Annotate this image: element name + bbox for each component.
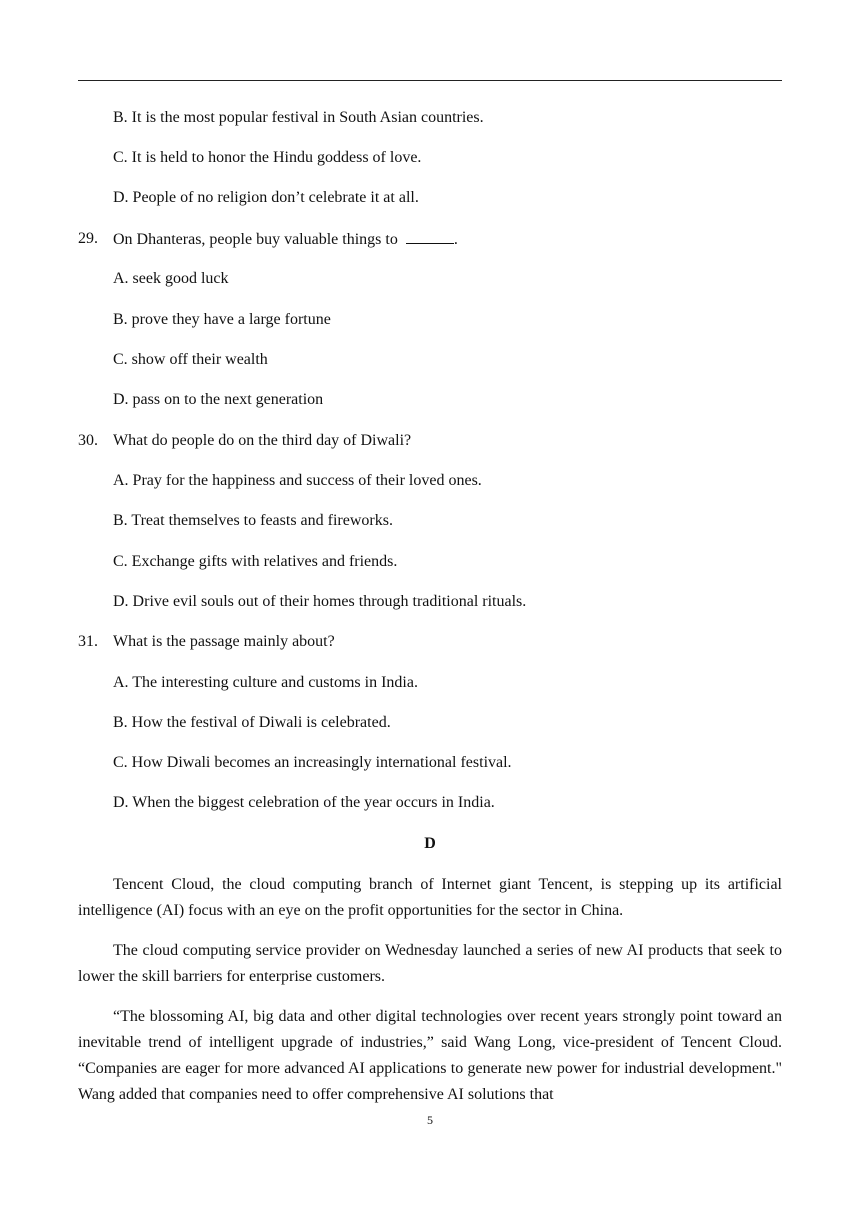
q30-option-d: D. Drive evil souls out of their homes through traditional rituals. <box>113 593 527 610</box>
paragraph-3: “The blossoming AI, big data and other digital technologies over recent years strongly point toward an inevitable trend of intelligent upgrade of industries,” said Wang Long, vice-president of Tencent Cloud. “Companies are eager for more advanced AI applications to generate new power for industrial development." Wang added that companies need to offer comprehensive AI solutions that <box>78 1008 782 1103</box>
section-title: D <box>424 835 436 852</box>
q30-number: 30. <box>78 432 98 449</box>
q29-stem <box>113 229 458 250</box>
q29-stem-text: On Dhanteras, people buy valuable things to <box>113 231 398 248</box>
q28-option-d: D. People of no religion don’t celebrate it at all. <box>113 189 419 206</box>
q29-stem-end: . <box>453 231 458 248</box>
q29-option-d: D. pass on to the next generation <box>113 391 324 408</box>
paragraph-1: Tencent Cloud, the cloud computing branch of Internet giant Tencent, is stepping up its artificial intelligence (AI) focus with an eye on the profit opportunities for the sector in China. <box>78 876 782 919</box>
q29-option-c: C. show off their wealth <box>113 351 268 368</box>
q31-option-d: D. When the biggest celebration of the year occurs in India. <box>113 794 495 811</box>
q31-stem: What is the passage mainly about? <box>113 633 335 650</box>
q31-option-c: C. How Diwali becomes an increasingly international festival. <box>113 754 512 771</box>
q28-option-c: C. It is held to honor the Hindu goddess of love. <box>113 149 422 166</box>
q29-option-a: A. seek good luck <box>113 270 229 287</box>
q30-option-c: C. Exchange gifts with relatives and friends. <box>113 553 398 570</box>
page-number: 5 <box>427 1113 433 1127</box>
q29-blank <box>406 229 454 244</box>
q29-number: 29. <box>78 230 98 247</box>
header-rule <box>78 80 782 81</box>
q31-option-a: A. The interesting culture and customs in India. <box>113 674 418 691</box>
q30-option-a: A. Pray for the happiness and success of their loved ones. <box>113 472 482 489</box>
q28-option-b: B. It is the most popular festival in South Asian countries. <box>113 109 484 126</box>
q29-option-b: B. prove they have a large fortune <box>113 311 331 328</box>
q31-option-b: B. How the festival of Diwali is celebrated. <box>113 714 391 731</box>
q30-stem: What do people do on the third day of Diwali? <box>113 432 412 449</box>
q31-number: 31. <box>78 633 98 650</box>
q30-option-b: B. Treat themselves to feasts and fireworks. <box>113 512 393 529</box>
paragraph-2: The cloud computing service provider on Wednesday launched a series of new AI products that seek to lower the skill barriers for enterprise customers. <box>78 942 782 985</box>
